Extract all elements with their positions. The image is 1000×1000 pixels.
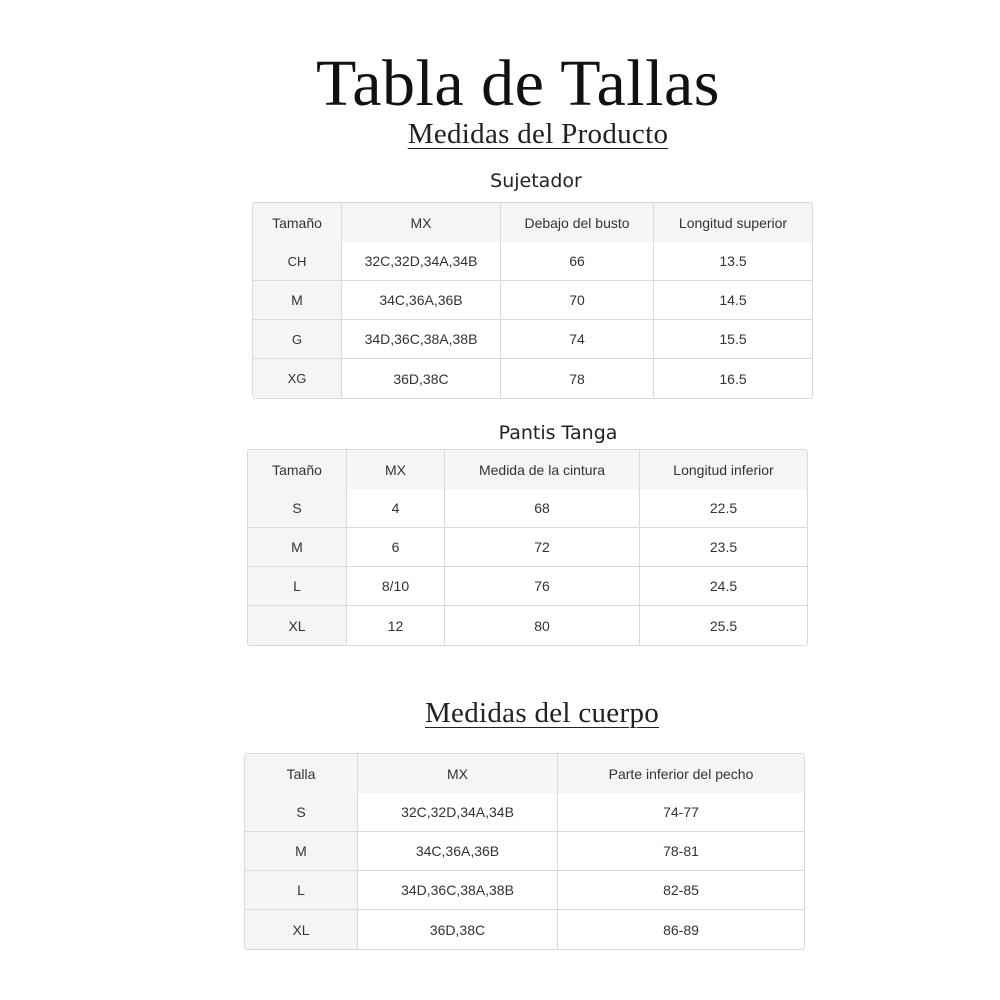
page-title: Tabla de Tallas [316, 47, 720, 120]
table-cell: 72 [445, 528, 640, 567]
table-header-row [253, 203, 812, 242]
column-header: MX [342, 203, 501, 242]
table-cell: S [248, 489, 347, 528]
table-row [253, 281, 812, 320]
table-cell: 25.5 [709, 617, 738, 634]
bra-section-title: Sujetador [490, 170, 582, 192]
table-row [253, 242, 812, 281]
table-cell: 23.5 [640, 528, 807, 567]
column-header: Tamaño [253, 203, 342, 242]
table-cell: 74-77 [558, 793, 804, 832]
table-cell: 15.5 [654, 320, 812, 359]
table-cell: 12 [347, 606, 445, 645]
table-row [248, 489, 807, 528]
table-cell: M [248, 528, 347, 567]
table-row [245, 793, 804, 832]
table-cell: 78-81 [558, 832, 804, 871]
table-cell: 82-85 [558, 871, 804, 910]
table-row [245, 871, 804, 910]
table-cell: 4 [347, 489, 445, 528]
column-header: Talla [245, 754, 358, 793]
column-header: Debajo del busto [501, 203, 654, 242]
table-cell: 34D,36C,38A,38B [358, 871, 558, 910]
table-cell: 68 [445, 489, 640, 528]
product-measurements-heading: Medidas del Producto [407, 118, 669, 150]
table-cell: 74 [501, 320, 654, 359]
table-cell: 32C,32D,34A,34B [342, 242, 501, 281]
table-row [245, 910, 804, 949]
column-header: Longitud inferior [640, 450, 807, 489]
table-cell: M [253, 281, 342, 320]
table-cell: 36D,38C [342, 359, 501, 398]
table-cell: L [248, 567, 347, 606]
table-row [248, 567, 807, 606]
column-header: Parte inferior del pecho [558, 754, 804, 793]
table-cell: 66 [501, 242, 654, 281]
table-cell: 36D,38C [358, 910, 558, 949]
table-cell: XL [248, 606, 347, 645]
table-row [253, 359, 812, 398]
table-cell: 22.5 [640, 489, 807, 528]
table-row [245, 832, 804, 871]
panties-section-title: Pantis Tanga [498, 422, 618, 444]
table-row [248, 528, 807, 567]
table-row [253, 320, 812, 359]
table-cell: 24.5 [640, 567, 807, 606]
column-header: MX [347, 450, 445, 489]
table-cell: 6 [347, 528, 445, 567]
table-cell: 8/10 [347, 567, 445, 606]
table-header-row [248, 450, 807, 489]
table-cell: M [245, 832, 358, 871]
table-cell: 78 [501, 359, 654, 398]
table-cell: G [253, 320, 342, 359]
table-header-row [245, 754, 804, 793]
table-cell: 13.5 [654, 242, 812, 281]
table-cell: 80 [445, 606, 640, 645]
table-cell: 34C,36A,36B [342, 281, 501, 320]
table-cell: XG [253, 359, 342, 398]
table-cell: 34D,36C,38A,38B [342, 320, 501, 359]
column-header: MX [358, 754, 558, 793]
table-cell: CH [253, 242, 342, 281]
column-header: Tamaño [248, 450, 347, 489]
table-cell: 76 [445, 567, 640, 606]
table-cell: L [245, 871, 358, 910]
table-cell: 34C,36A,36B [358, 832, 558, 871]
table-cell: 14.5 [654, 281, 812, 320]
column-header: Longitud superior [654, 203, 812, 242]
table-row [248, 606, 807, 645]
table-cell: S [245, 793, 358, 832]
panties-size-table [247, 449, 808, 646]
table-cell: 86-89 [663, 921, 699, 938]
table-cell: 70 [501, 281, 654, 320]
body-measurements-heading: Medidas del cuerpo [424, 697, 660, 729]
body-size-table [244, 753, 805, 950]
column-header: Medida de la cintura [445, 450, 640, 489]
table-cell: 32C,32D,34A,34B [358, 793, 558, 832]
table-cell: 16.5 [719, 370, 747, 387]
bra-size-table [252, 202, 813, 399]
table-cell: XL [245, 910, 358, 949]
